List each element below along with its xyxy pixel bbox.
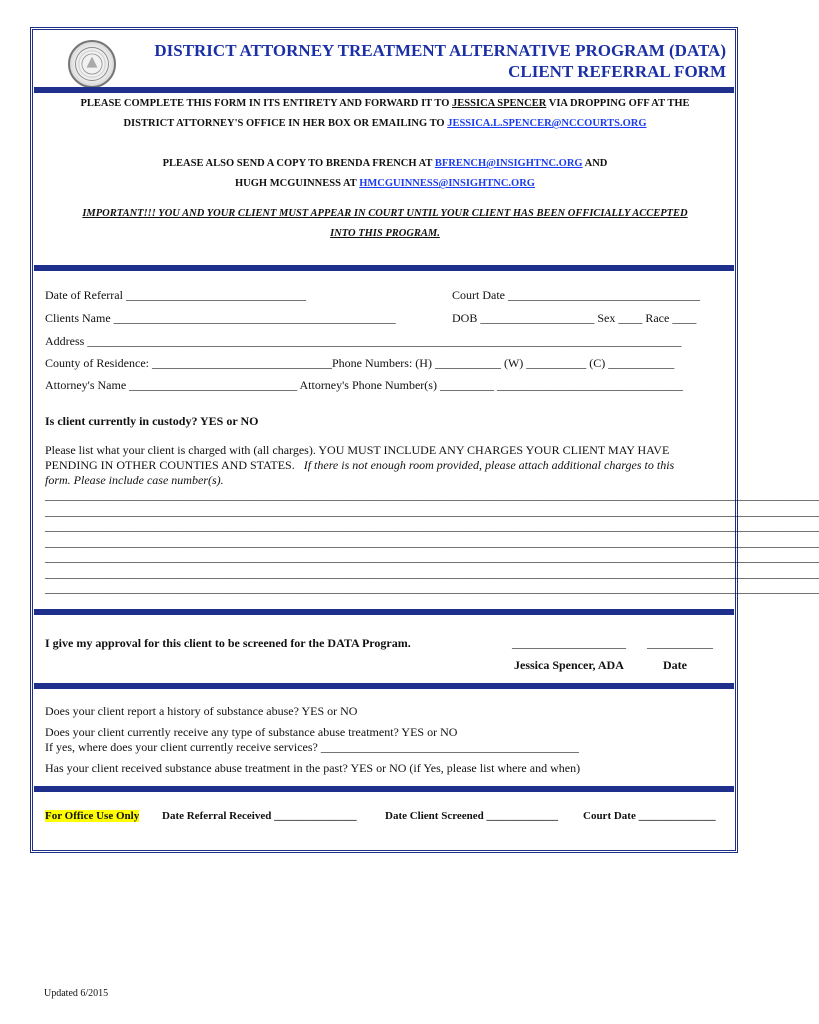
custody-question: Is client currently in custody? YES or NO xyxy=(45,414,259,428)
section-divider-2 xyxy=(34,609,734,615)
approval-date-line[interactable]: ___________ xyxy=(647,636,713,650)
charges-line[interactable]: _________________________________________________________________________________________________________________________________ xyxy=(45,581,819,595)
updated-date: Updated 6/2015 xyxy=(44,988,109,999)
important-notice-1: IMPORTANT!!! YOU AND YOUR CLIENT MUST APPEAR IN COURT UNTIL YOUR CLIENT HAS BEEN OFFICIALLY ACCEPTED xyxy=(82,208,688,219)
treatment-location-field[interactable]: If yes, where does your client currently receive services? ___________________________________________ xyxy=(45,740,579,754)
approval-statement: I give my approval for this client to be screened for the DATA Program. xyxy=(45,636,411,650)
charges-line[interactable]: _________________________________________________________________________________________________________________________________ xyxy=(45,550,819,564)
date-referral-received-field[interactable]: Date Referral Received _______________ xyxy=(162,810,357,822)
section-divider-1 xyxy=(34,265,734,271)
charges-line[interactable]: _________________________________________________________________________________________________________________________________ xyxy=(45,535,819,549)
attorney-field[interactable]: Attorney's Name ____________________________ Attorney's Phone Number(s) _________ _______________________________ xyxy=(45,378,683,392)
charges-line[interactable]: _________________________________________________________________________________________________________________________________ xyxy=(45,519,819,533)
approval-signature-line[interactable]: ___________________ xyxy=(512,636,626,650)
date-of-referral-field[interactable]: Date of Referral ______________________________ xyxy=(45,288,306,302)
approval-signer: Jessica Spencer, ADA xyxy=(514,658,624,672)
header-divider xyxy=(34,87,734,93)
charges-instructions-1: Please list what your client is charged with (all charges). YOU MUST INCLUDE ANY CHARGES YOUR CLIENT MAY HAVE xyxy=(45,443,670,457)
county-phone-field[interactable]: County of Residence: ______________________________Phone Numbers: (H) ___________ (W) __________ (C) ___________ xyxy=(45,356,675,370)
email-link-spencer[interactable]: JESSICA.L.SPENCER@NCCOURTS.ORG xyxy=(447,118,647,129)
address-field[interactable]: Address ___________________________________________________________________________________________________ xyxy=(45,334,682,348)
office-use-label: For Office Use Only xyxy=(45,810,140,822)
instructions-line-3: PLEASE ALSO SEND A COPY TO BRENDA FRENCH AT BFRENCH@INSIGHTNC.ORG AND xyxy=(162,158,608,169)
form-title: DISTRICT ATTORNEY TREATMENT ALTERNATIVE PROGRAM (DATA) xyxy=(154,41,726,60)
instructions-line-1: PLEASE COMPLETE THIS FORM IN ITS ENTIRETY AND FORWARD IT TO JESSICA SPENCER VIA DROPPING OFF AT THE xyxy=(80,98,690,109)
contact-name: JESSICA SPENCER xyxy=(452,98,547,109)
state-seal-icon xyxy=(68,40,116,88)
substance-treatment-question: Does your client currently receive any type of substance abuse treatment? YES or NO xyxy=(45,725,458,739)
section-divider-4 xyxy=(34,786,734,792)
charges-line[interactable]: _________________________________________________________________________________________________________________________________ xyxy=(45,504,819,518)
dob-sex-race-field[interactable]: DOB ___________________ Sex ____ Race ____ xyxy=(452,311,697,325)
office-court-date-field[interactable]: Court Date ______________ xyxy=(583,810,716,822)
past-treatment-question: Has your client received substance abuse treatment in the past? YES or NO (if Yes, please list where and when) xyxy=(45,761,581,775)
important-notice-2: INTO THIS PROGRAM. xyxy=(330,228,440,239)
email-link-french[interactable]: BFRENCH@INSIGHTNC.ORG xyxy=(434,158,583,169)
charges-instructions-2: PENDING IN OTHER COUNTIES AND STATES. If there is not enough room provided, please attach additional charges to this xyxy=(45,458,675,472)
charges-line[interactable]: _________________________________________________________________________________________________________________________________ xyxy=(45,566,819,580)
court-date-field[interactable]: Court Date ________________________________ xyxy=(452,288,700,302)
charges-line[interactable]: _________________________________________________________________________________________________________________________________ xyxy=(45,488,819,502)
form-subtitle: CLIENT REFERRAL FORM xyxy=(508,62,726,81)
section-divider-3 xyxy=(34,683,734,689)
email-link-mcguinness[interactable]: HMCGUINNESS@INSIGHTNC.ORG xyxy=(359,178,535,189)
date-client-screened-field[interactable]: Date Client Screened _____________ xyxy=(385,810,559,822)
charges-instructions-3: form. Please include case number(s). xyxy=(45,473,224,487)
instructions-line-4: HUGH MCGUINNESS AT HMCGUINNESS@INSIGHTNC.ORG xyxy=(235,178,535,189)
clients-name-field[interactable]: Clients Name _______________________________________________ xyxy=(45,311,396,325)
approval-date-label: Date xyxy=(663,658,687,672)
instructions-line-2: DISTRICT ATTORNEY'S OFFICE IN HER BOX OR EMAILING TO JESSICA.L.SPENCER@NCCOURTS.ORG xyxy=(123,118,647,129)
substance-history-question: Does your client report a history of substance abuse? YES or NO xyxy=(45,704,358,718)
